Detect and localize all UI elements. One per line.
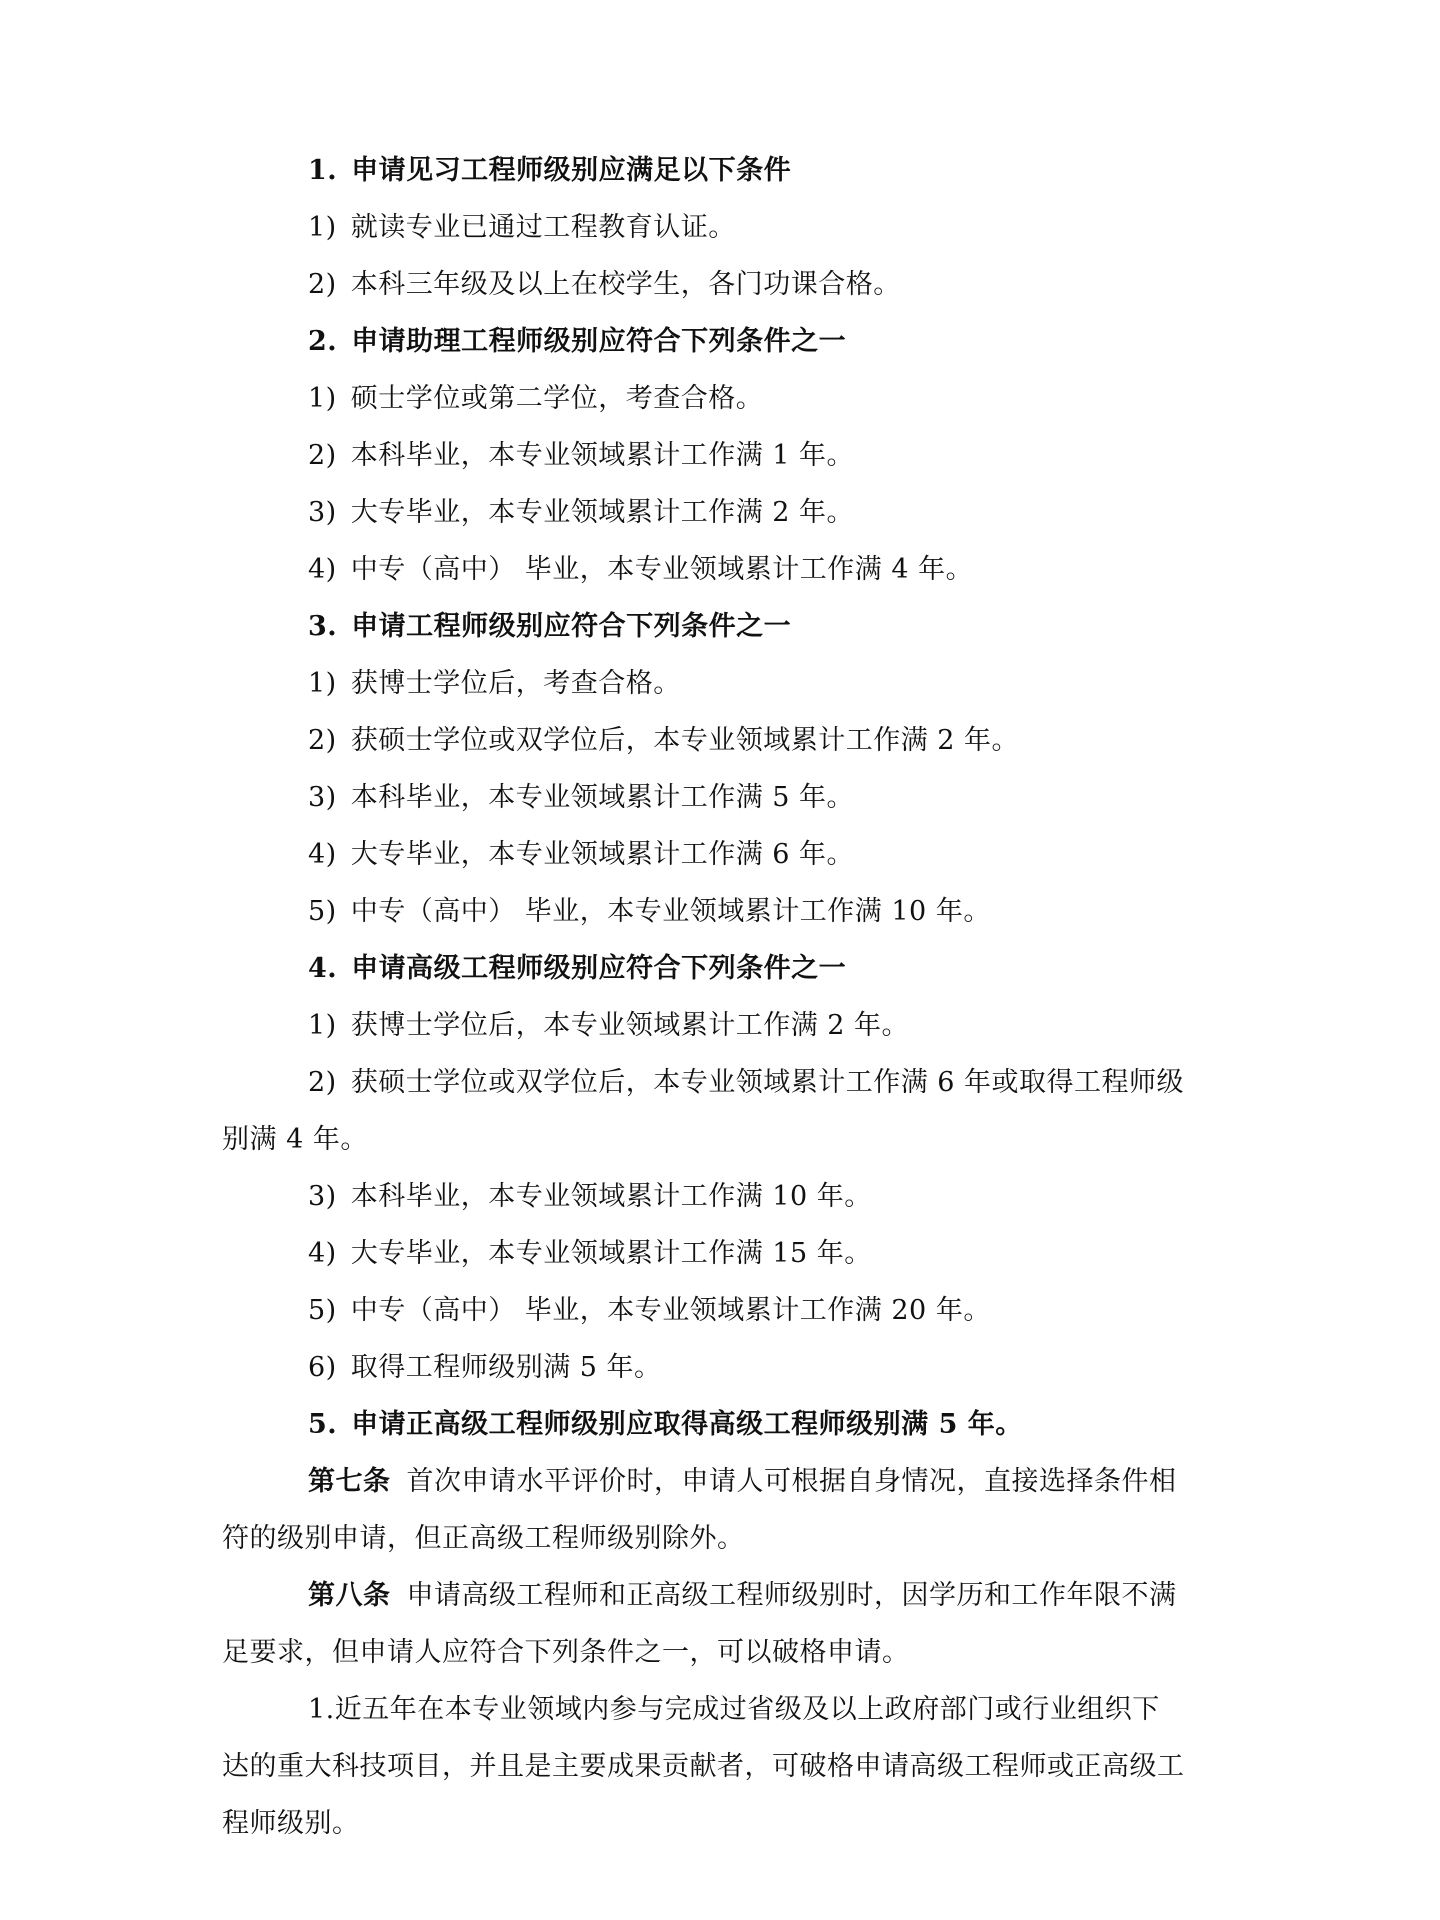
item-text: 本科三年级及以上在校学生，各门功课合格。: [350, 269, 901, 300]
article-8-continuation: [222, 1636, 910, 1670]
list-item: [308, 1294, 991, 1328]
heading-text: 申请助理工程师级别应符合下列条件之一: [351, 326, 847, 357]
item-text: 别满 4 年。: [222, 1124, 368, 1155]
item-number: 3): [308, 1181, 337, 1212]
item-text: 大专毕业，本专业领域累计工作满 15 年。: [350, 1238, 872, 1269]
item-number: 4): [308, 839, 337, 870]
item-number: 1): [308, 668, 337, 699]
list-item: [308, 496, 854, 530]
item-number: 4): [308, 1238, 337, 1269]
item-text: 硕士学位或第二学位，考查合格。: [350, 383, 764, 414]
item-number: 2): [308, 1067, 337, 1098]
article-keyword: 第八条: [308, 1580, 391, 1611]
article-8-paragraph: [308, 1579, 1177, 1613]
item-number: 2): [308, 440, 337, 471]
clause-text: 达的重大科技项目，并且是主要成果贡献者，可破格申请高级工程师或正高级工: [222, 1751, 1185, 1782]
item-number: 5): [308, 1295, 337, 1326]
section-heading-4: [308, 952, 846, 986]
article-7-continuation: [222, 1522, 745, 1556]
section-heading-3: [308, 610, 791, 644]
item-text: 获硕士学位或双学位后，本专业领域累计工作满 6 年或取得工程师级: [350, 1067, 1185, 1098]
item-text: 中专（高中） 毕业，本专业领域累计工作满 20 年。: [350, 1295, 991, 1326]
article-text: 首次申请水平评价时，申请人可根据自身情况，直接选择条件相: [406, 1466, 1177, 1497]
item-number: 3): [308, 497, 337, 528]
heading-number: 3.: [308, 611, 338, 642]
article-text: 申请高级工程师和正高级工程师级别时，因学历和工作年限不满: [406, 1580, 1177, 1611]
section-heading-1: [308, 154, 791, 188]
item-text: 就读专业已通过工程教育认证。: [350, 212, 736, 243]
clause-text: 1.近五年在本专业领域内参与完成过省级及以上政府部门或行业组织下: [308, 1694, 1160, 1725]
heading-text: 申请见习工程师级别应满足以下条件: [351, 155, 792, 186]
list-item: [308, 781, 854, 815]
item-number: 2): [308, 269, 337, 300]
article-7-paragraph: [308, 1465, 1177, 1499]
item-text: 获博士学位后，本专业领域累计工作满 2 年。: [350, 1010, 910, 1041]
heading-number: 5.: [308, 1409, 338, 1440]
item-text: 大专毕业，本专业领域累计工作满 6 年。: [350, 839, 855, 870]
clause-1-paragraph: [308, 1693, 1160, 1727]
list-item: [308, 1009, 909, 1043]
heading-text: 申请工程师级别应符合下列条件之一: [351, 611, 792, 642]
item-text: 获硕士学位或双学位后，本专业领域累计工作满 2 年。: [350, 725, 1020, 756]
list-item: [308, 838, 854, 872]
list-item: [308, 667, 681, 701]
item-text: 获博士学位后，考查合格。: [350, 668, 681, 699]
heading-text: 申请正高级工程师级别应取得高级工程师级别满 5 年。: [351, 1409, 1023, 1440]
list-item: [308, 1351, 662, 1385]
list-item: [308, 439, 854, 473]
item-number: 2): [308, 725, 337, 756]
list-item: [308, 382, 763, 416]
clause-1-continuation: [222, 1807, 360, 1841]
list-item: [308, 724, 1019, 758]
section-heading-5: [308, 1408, 1023, 1442]
article-text: 足要求，但申请人应符合下列条件之一，可以破格申请。: [222, 1637, 910, 1668]
clause-text: 程师级别。: [222, 1808, 360, 1839]
list-item: [308, 1066, 1184, 1100]
item-text: 取得工程师级别满 5 年。: [350, 1352, 662, 1383]
item-text: 大专毕业，本专业领域累计工作满 2 年。: [350, 497, 855, 528]
item-number: 1): [308, 212, 337, 243]
list-item: [308, 1180, 872, 1214]
item-number: 1): [308, 383, 337, 414]
item-text: 本科毕业，本专业领域累计工作满 5 年。: [350, 782, 855, 813]
article-text: 符的级别申请，但正高级工程师级别除外。: [222, 1523, 745, 1554]
heading-number: 4.: [308, 953, 338, 984]
item-number: 1): [308, 1010, 337, 1041]
heading-number: 2.: [308, 326, 338, 357]
item-number: 5): [308, 896, 337, 927]
list-item-continuation: [222, 1123, 368, 1157]
item-number: 3): [308, 782, 337, 813]
list-item: [308, 553, 973, 587]
item-text: 本科毕业，本专业领域累计工作满 10 年。: [350, 1181, 872, 1212]
item-text: 中专（高中） 毕业，本专业领域累计工作满 4 年。: [350, 554, 974, 585]
item-number: 6): [308, 1352, 337, 1383]
list-item: [308, 268, 901, 302]
item-text: 中专（高中） 毕业，本专业领域累计工作满 10 年。: [350, 896, 991, 927]
heading-number: 1.: [308, 155, 338, 186]
list-item: [308, 1237, 872, 1271]
section-heading-2: [308, 325, 846, 359]
list-item: [308, 211, 736, 245]
item-text: 本科毕业，本专业领域累计工作满 1 年。: [350, 440, 855, 471]
clause-1-continuation: [222, 1750, 1185, 1784]
heading-text: 申请高级工程师级别应符合下列条件之一: [351, 953, 847, 984]
list-item: [308, 895, 991, 929]
item-number: 4): [308, 554, 337, 585]
article-keyword: 第七条: [308, 1466, 391, 1497]
